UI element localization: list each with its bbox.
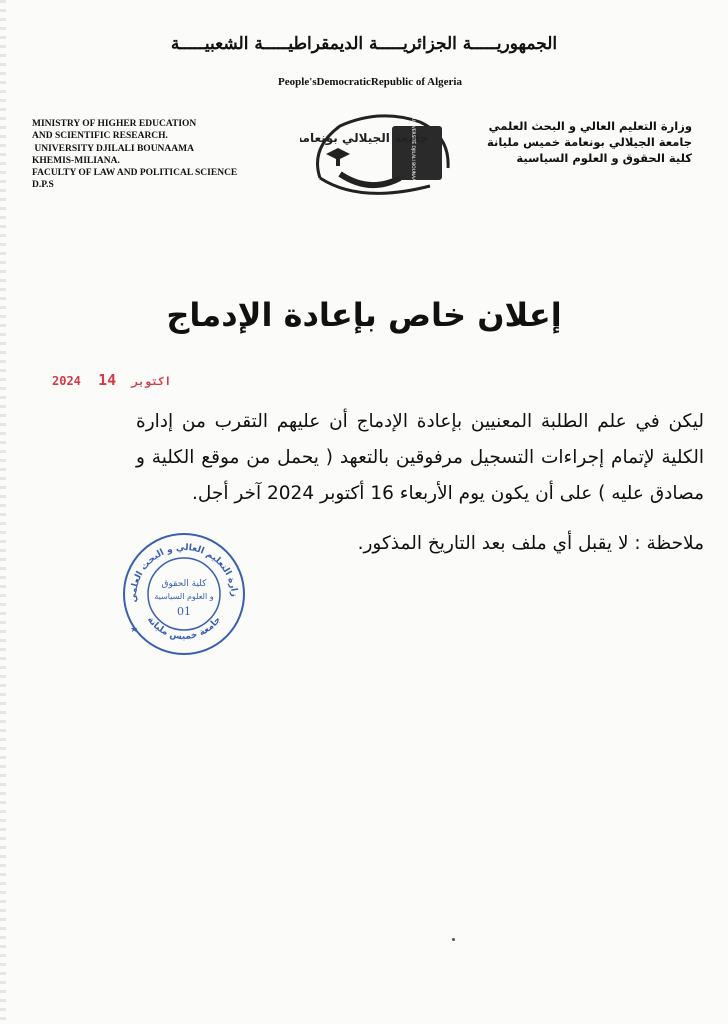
date-stamp-month: اكتوبر	[131, 375, 172, 388]
official-seal	[118, 528, 250, 660]
republic-heading-arabic: الجمهوريـــــة الجزائريـــــة الديمقراطيـــــة الشعبيـــــة	[170, 34, 558, 54]
institution-block-arabic	[432, 118, 692, 166]
institution-line: D.P.S	[32, 180, 54, 191]
announcement-body	[136, 404, 704, 512]
institution-block-english	[32, 118, 292, 192]
institution-line-ar: كلية الحقوق و العلوم السياسية	[516, 151, 692, 165]
announcement-title: إعلان خاص بإعادة الإدماج	[166, 296, 562, 334]
institution-line: FACULTY OF LAW AND POLITICAL SCIENCE	[32, 168, 238, 179]
logo-arabic-mark: جامعة الجيلالي بونعامة	[300, 131, 429, 145]
institution-line-ar: جامعة الجيلالي بونعامة خميس مليانة	[487, 135, 692, 149]
institution-line: UNIVERSITY DJILALI BOUNAAMA	[32, 143, 194, 154]
announcement-note: ملاحظة : لا يقبل أي ملف بعد التاريخ المذكور.	[357, 533, 704, 554]
logo-latin-mark: UNIVERSITÉ DJILALI BOUNAAMA	[410, 117, 415, 189]
seal-number: 01	[177, 605, 191, 618]
date-stamp-day: 14	[98, 371, 117, 389]
scan-edge-artifact	[0, 0, 6, 1024]
institution-line-ar: وزارة التعليم العالي و البحث العلمي	[488, 119, 692, 133]
seal-graphic	[118, 528, 250, 660]
seal-ring-text: زارة التعليم العالي و البحث العلمي	[128, 542, 240, 603]
institution-line: AND SCIENTIFIC RESEARCH.	[32, 131, 168, 142]
seal-star-icon: ★	[130, 625, 139, 635]
seal-bottom-text: جامعة خميس مليانة	[144, 614, 224, 643]
date-stamp	[52, 371, 171, 389]
institution-line: KHEMIS-MILIANA.	[32, 155, 120, 166]
republic-heading-english: People'sDemocraticRepublic of Algeria	[278, 76, 462, 88]
seal-center-line2: و العلوم السياسية	[154, 592, 214, 601]
date-stamp-year: 2024	[52, 374, 81, 388]
seal-center-line1: كلية الحقوق	[161, 579, 207, 589]
announcement-paragraph: ليكن في علم الطلبة المعنيين بإعادة الإدماج أن عليهم التقرب من إدارة الكلية لإتمام إجراءات التسجيل مرفوقين بالتعهد ( يحمل من موقع الكلية و مصادق عليه ) على أن يكون يوم الأربعاء 16 أكتوبر 2024 آخر أجل.	[136, 411, 704, 504]
institution-line: MINISTRY OF HIGHER EDUCATION	[32, 119, 197, 129]
scan-speck	[452, 938, 455, 941]
